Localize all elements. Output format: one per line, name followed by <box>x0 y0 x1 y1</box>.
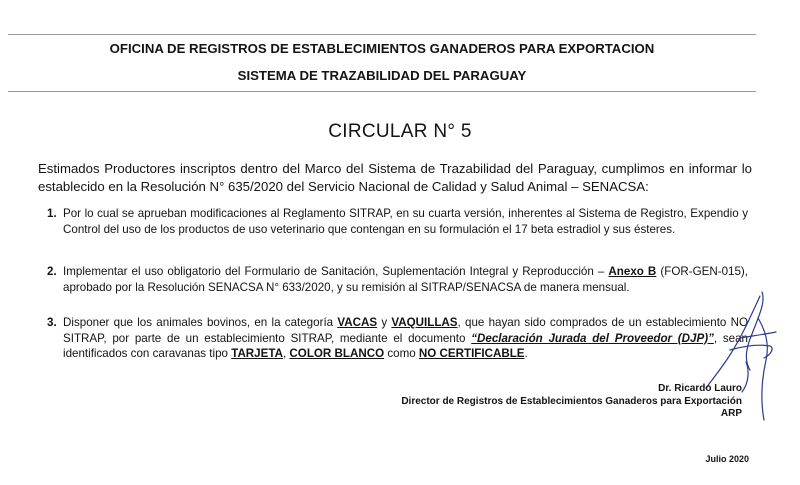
item-text-part: , que hayan sido comprados de un establecimiento NO SITRAP, por parte de un establecimiento SITRAP, mediante el documento <box>63 316 748 345</box>
category-vacas: VACAS <box>337 316 378 329</box>
item-text-part: Implementar el uso obligatorio del Formulario de Sanitación, Suplementación Integral y Reproducción – <box>63 265 609 278</box>
signature-block <box>401 383 742 421</box>
document-header <box>8 34 756 92</box>
anexo-b-reference: Anexo B <box>608 265 657 278</box>
item-text: Por lo cual se aprueban modificaciones al Reglamento SITRAP, en su cuarta versión, inherentes al Sistema de Registro, Expendio y Control del uso de los productos de uso veterinario que contengan en su formulación el 17 beta estradiol y sus ésteres. <box>63 207 748 236</box>
intro-paragraph: Estimados Productores inscriptos dentro del Marco del Sistema de Trazabilidad del Paraguay, cumplimos en informar lo establecido en la Resolución N° 635/2020 del Servicio Nacional de Calidad y Salud Animal – SENACSA: <box>38 161 752 194</box>
signatory-position: Director de Registros de Establecimientos Ganaderos para Exportación <box>401 395 742 407</box>
item-text-part: como <box>384 347 419 361</box>
item-text-part: y <box>377 316 392 329</box>
item-text-part: , <box>282 347 290 361</box>
item-text-part: (FOR-GEN-015), aprobado por la Resolución SENACSA N° 633/2020, y su remisión al SITRAP/SENACSA de manera mensual. <box>63 265 748 294</box>
item-text <box>63 315 748 362</box>
header-office-title: OFICINA DE REGISTROS DE ESTABLECIMIENTOS GANADEROS PARA EXPORTACION <box>109 41 655 56</box>
tag-type-tarjeta: TARJETA <box>231 347 283 361</box>
item-number: 1. <box>47 207 57 220</box>
djp-document-reference: “Declaración Jurada del Proveedor (DJP)” <box>471 331 714 345</box>
item-text <box>63 264 748 295</box>
signatory-name: Dr. Ricardo Lauro <box>658 383 742 394</box>
no-certificable-label: NO CERTIFICABLE <box>418 347 525 361</box>
item-number: 3. <box>47 316 57 329</box>
item-text-part: Disponer que los animales bovinos, en la categoría <box>63 316 338 329</box>
item-number: 2. <box>47 265 57 278</box>
category-vaquillas: VAQUILLAS <box>391 316 458 329</box>
document-date: Julio 2020 <box>705 454 749 464</box>
header-system-title: SISTEMA DE TRAZABILIDAD DEL PARAGUAY <box>237 68 527 83</box>
signatory-organization: ARP <box>720 408 742 420</box>
item-text-part: , sean identificados con caravanas tipo <box>63 331 748 361</box>
circular-title: CIRCULAR N° 5 <box>328 121 472 142</box>
item-text-part: . <box>524 347 528 361</box>
tag-color-blanco: COLOR BLANCO <box>289 347 385 361</box>
